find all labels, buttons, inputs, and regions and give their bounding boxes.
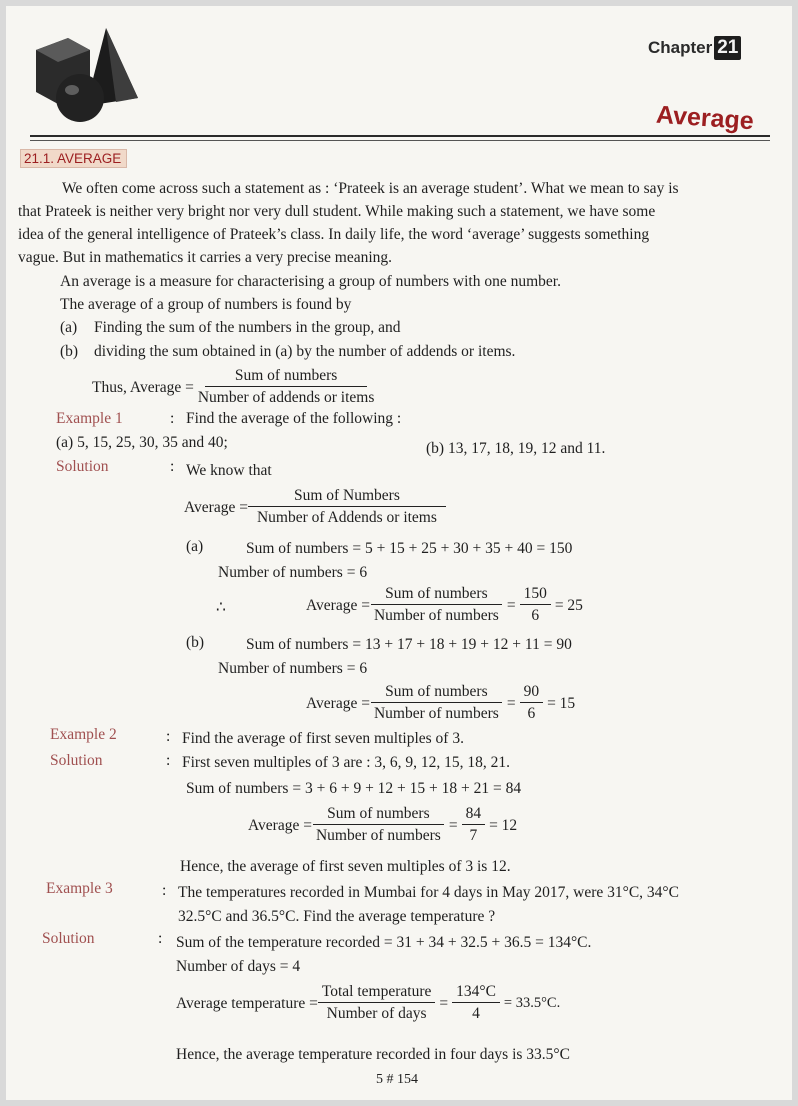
formula-lead: Thus, Average = xyxy=(92,378,194,396)
example-1-solution-intro: We know that xyxy=(186,462,272,479)
example-2-solution-line: First seven multiples of 3 are : 3, 6, 9, 12, 15, 18, 21. xyxy=(182,754,511,771)
geometric-solids-icon xyxy=(28,20,148,130)
example-2-solution-colon: : xyxy=(166,752,171,769)
ex1-b-value-numerator: 90 xyxy=(520,682,544,703)
ex1-a-numerator: Sum of numbers xyxy=(371,584,501,605)
header-rule xyxy=(30,135,770,137)
textbook-page xyxy=(6,6,792,1100)
ex2-denominator: Number of numbers xyxy=(315,827,441,844)
example-1-label: Example 1 xyxy=(56,410,123,427)
intro-line-1: We often come across such a statement as : ‘Prateek is an average student’. What we mean to say is xyxy=(62,180,679,197)
section-heading: 21.1. AVERAGE xyxy=(20,149,127,168)
ex2-value-numerator: 84 xyxy=(462,804,486,825)
formula-numerator: Sum of numbers xyxy=(205,366,367,387)
ex1-b-count: Number of numbers = 6 xyxy=(218,660,368,677)
example-2-colon: : xyxy=(166,728,171,745)
intro-paragraph-2: An average is a measure for characterising a group of numbers with one number. xyxy=(60,273,561,290)
ex1-b-avg-lead: Average = xyxy=(306,694,370,712)
ex1-b-mark: (b) xyxy=(186,634,205,651)
formula-fraction xyxy=(194,366,379,409)
intro-line-3: idea of the general intelligence of Prateek’s class. In daily life, the word ‘average’ suggests something xyxy=(18,226,650,243)
ex1-avg-denominator: Number of Addends or items xyxy=(256,509,437,526)
example-2-conclusion: Hence, the average of first seven multiples of 3 is 12. xyxy=(180,858,511,875)
ex3-value-denominator: 4 xyxy=(472,1005,480,1022)
example-1-solution-label: Solution xyxy=(56,458,109,475)
example-3-solution-colon: : xyxy=(158,930,163,947)
example-2-label: Example 2 xyxy=(50,726,117,743)
ex1-a-mark: (a) xyxy=(186,538,204,555)
example-3-label: Example 3 xyxy=(46,880,113,897)
example-2-solution-label: Solution xyxy=(50,752,103,769)
chapter-word: Chapter xyxy=(648,38,713,57)
ex1-b-eq: = xyxy=(506,694,516,712)
intro-line-4: vague. But in mathematics it carries a very precise meaning. xyxy=(18,249,393,266)
ex3-eq: = xyxy=(439,994,449,1012)
example-3-question-line-2: 32.5°C and 36.5°C. Find the average temperature ? xyxy=(178,908,496,925)
header-rule-thin xyxy=(30,140,770,141)
page-number: 5 # 154 xyxy=(376,1072,418,1087)
example-1-question: Find the average of the following : xyxy=(186,410,402,427)
intro-line-2: that Prateek is neither very bright nor very dull student. While making such a statement, we have some xyxy=(18,203,656,220)
example-3-colon: : xyxy=(162,882,167,899)
ex1-a-eq: = xyxy=(506,596,516,614)
intro-paragraph-3: The average of a group of numbers is found by xyxy=(60,296,352,313)
ex1-a-value-numerator: 150 xyxy=(520,584,551,605)
ex1-a-result: = 25 xyxy=(554,596,583,614)
ex1-avg-numerator: Sum of Numbers xyxy=(248,486,446,507)
step-a-mark: (a) xyxy=(60,319,78,336)
step-b: dividing the sum obtained in (a) by the number of addends or items. xyxy=(94,343,516,360)
ex2-numerator: Sum of numbers xyxy=(313,804,443,825)
ex1-a-denominator: Number of numbers xyxy=(373,607,499,624)
ex1-a-count: Number of numbers = 6 xyxy=(218,564,368,581)
ex2-avg-lead: Average = xyxy=(248,816,312,834)
ex1-b-denominator: Number of numbers xyxy=(373,705,499,722)
ex2-value-fraction xyxy=(462,804,486,847)
ex1-b-average xyxy=(306,682,575,725)
ex3-result: = 33.5°C. xyxy=(503,995,561,1011)
example-1-average-formula xyxy=(184,486,446,529)
ex2-result: = 12 xyxy=(489,816,518,834)
ex1-a-average xyxy=(306,584,583,627)
ex1-a-value-denominator: 6 xyxy=(531,607,540,624)
ex3-value-fraction xyxy=(452,982,500,1025)
ex1-a-sum: Sum of numbers = 5 + 15 + 25 + 30 + 35 + 40 = 150 xyxy=(246,540,573,557)
ex3-avg-lead: Average temperature = xyxy=(176,994,318,1012)
ex1-a-fraction xyxy=(370,584,503,627)
ex2-value-denominator: 7 xyxy=(469,827,478,844)
average-formula xyxy=(92,366,378,409)
example-2-sum: Sum of numbers = 3 + 6 + 9 + 12 + 15 + 18 + 21 = 84 xyxy=(186,780,522,797)
ex2-fraction xyxy=(312,804,445,847)
step-a: Finding the sum of the numbers in the group, and xyxy=(94,319,401,336)
example-3-solution-label: Solution xyxy=(42,930,95,947)
ex1-avg-fraction xyxy=(248,486,446,529)
step-b-mark: (b) xyxy=(60,343,79,360)
example-3-sum: Sum of the temperature recorded = 31 + 34 + 32.5 + 36.5 = 134°C. xyxy=(176,934,592,951)
formula-denominator: Number of addends or items xyxy=(197,389,375,406)
ex3-numerator: Total temperature xyxy=(318,982,436,1003)
example-1-part-b: (b) 13, 17, 18, 19, 12 and 11. xyxy=(426,440,606,457)
example-3-conclusion: Hence, the average temperature recorded in four days is 33.5°C xyxy=(176,1046,570,1063)
ex1-a-avg-lead: Average = xyxy=(306,596,370,614)
ex1-b-fraction xyxy=(370,682,503,725)
chapter-badge xyxy=(648,36,741,60)
example-1-solution-colon: : xyxy=(170,458,175,475)
ex2-eq: = xyxy=(448,816,458,834)
example-1-part-a: (a) 5, 15, 25, 30, 35 and 40; xyxy=(56,434,228,451)
example-3-average xyxy=(176,982,560,1025)
ex1-b-sum: Sum of numbers = 13 + 17 + 18 + 19 + 12 + 11 = 90 xyxy=(246,636,572,653)
ex3-denominator: Number of days xyxy=(326,1005,427,1022)
ex3-fraction xyxy=(318,982,436,1025)
ex1-b-numerator: Sum of numbers xyxy=(371,682,501,703)
ex3-value-numerator: 134°C xyxy=(452,982,500,1003)
ex1-b-value-fraction xyxy=(520,682,544,725)
ex1-a-value-fraction xyxy=(520,584,551,627)
chapter-title: Average xyxy=(655,100,755,136)
ex1-b-value-denominator: 6 xyxy=(527,705,536,722)
therefore-symbol: ∴ xyxy=(216,599,226,616)
chapter-number: 21 xyxy=(714,36,741,60)
example-3-days: Number of days = 4 xyxy=(176,958,301,975)
example-2-average xyxy=(248,804,517,847)
example-1-colon: : xyxy=(170,410,175,427)
example-2-question: Find the average of first seven multiples of 3. xyxy=(182,730,464,747)
example-3-question-line-1: The temperatures recorded in Mumbai for 4 days in May 2017, were 31°C, 34°C xyxy=(178,884,679,901)
ex1-avg-lead: Average = xyxy=(184,498,248,516)
ex1-b-result: = 15 xyxy=(547,694,576,712)
